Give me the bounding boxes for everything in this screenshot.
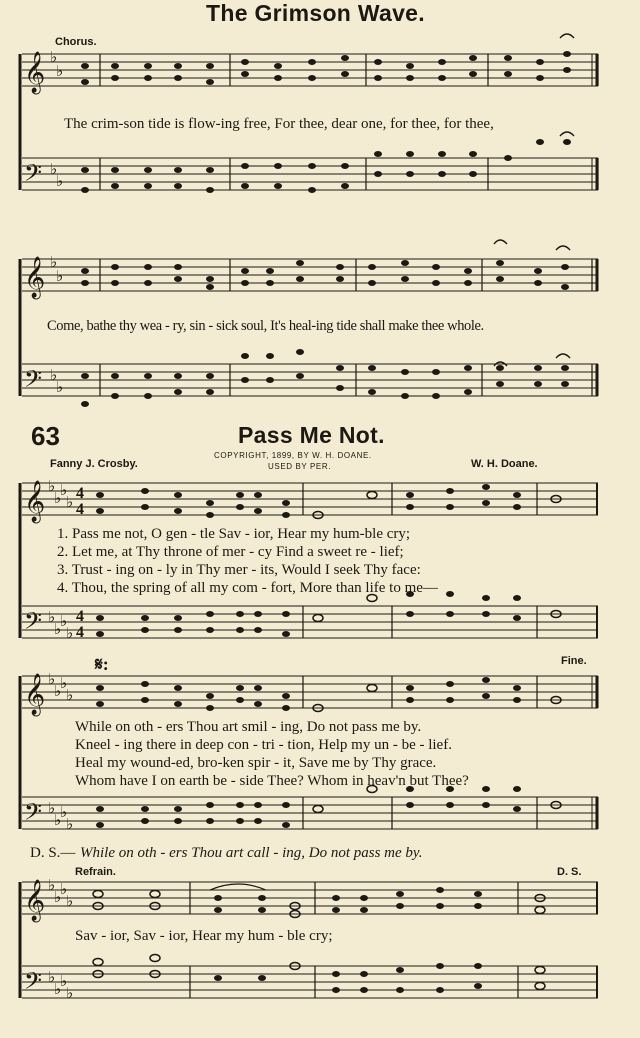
ds-prefix: D. S.—	[30, 845, 76, 861]
svg-text:♭: ♭	[60, 674, 68, 692]
svg-text:♭: ♭	[50, 366, 58, 384]
staff-system-1-bass	[22, 158, 598, 190]
svg-text:𝄢: 𝄢	[24, 967, 43, 1000]
svg-text:♭: ♭	[48, 608, 56, 626]
verse-1-line-2: While on oth - ers Thou art smil - ing, Do not pass me by.	[75, 719, 422, 735]
hymn-title-crimson-wave: The Grimson Wave.	[206, 0, 425, 26]
fermatas	[494, 34, 574, 366]
svg-text:♭: ♭	[50, 48, 58, 66]
staff-system-3-treble	[22, 483, 598, 515]
ds-lyric-line: While on oth - ers Thou art call - ing, Do not pass me by.	[80, 845, 423, 861]
staff-system-5-bass	[22, 966, 598, 998]
verse-3-line-1: 3. Trust - ing on - ly in Thy mer - its, Would I seek Thy face:	[57, 562, 421, 578]
svg-text:♭: ♭	[60, 612, 68, 630]
svg-text:♭: ♭	[54, 489, 62, 507]
svg-text:4: 4	[76, 608, 84, 625]
staff-system-4-treble	[22, 676, 598, 708]
hymn-author: Fanny J. Crosby.	[50, 458, 138, 470]
verse-4-line-2: Whom have I on earth be - side Thee? Whom in heav'n but Thee?	[75, 773, 469, 789]
fine-label: Fine.	[561, 655, 587, 667]
verse-2-line-2: Kneel - ing there in deep con - tri - tion, Help my un - be - lief.	[75, 737, 452, 753]
svg-text:♭: ♭	[56, 267, 64, 285]
verse-1-line-1: 1. Pass me not, O gen - tle Sav - ior, Hear my hum-ble cry;	[57, 526, 411, 542]
svg-text:𝄢: 𝄢	[24, 798, 43, 831]
lyric-line-crimson-2: Come, bathe thy wea - ry, sin - sick soul, It's heal-ing tide shall make thee whole.	[47, 318, 484, 334]
svg-text:♭: ♭	[48, 876, 56, 894]
svg-text:♭: ♭	[54, 620, 62, 638]
svg-text:4: 4	[76, 485, 84, 502]
svg-text:♭: ♭	[66, 493, 74, 511]
staff-system-2-bass	[22, 364, 598, 396]
copyright-line-2: USED BY PER.	[268, 462, 332, 471]
copyright-line-1: COPYRIGHT, 1899, BY W. H. DOANE.	[214, 451, 372, 460]
svg-text:𝄞: 𝄞	[24, 52, 46, 93]
staff-system-4-bass	[22, 797, 598, 829]
svg-text:♭: ♭	[60, 481, 68, 499]
verse-3-line-2: Heal my wound-ed, bro-ken spir - it, Save me by Thy grace.	[75, 755, 437, 771]
svg-text:♭: ♭	[60, 880, 68, 898]
svg-text:♭: ♭	[54, 980, 62, 998]
svg-text:♭: ♭	[56, 172, 64, 190]
svg-text:𝄢: 𝄢	[24, 159, 43, 192]
segno-sign: 𝄋:	[95, 654, 109, 674]
refrain-label: Refrain.	[75, 866, 116, 878]
svg-text:♭: ♭	[54, 888, 62, 906]
slurs	[210, 884, 266, 890]
hymn-number: 63	[31, 421, 60, 451]
svg-text:4: 4	[76, 501, 84, 518]
svg-text:4: 4	[76, 624, 84, 641]
staff-system-3-bass	[22, 606, 598, 638]
verse-4-line-1: 4. Thou, the spring of all my com - fort, More than life to me—	[57, 580, 438, 596]
svg-text:♭: ♭	[50, 253, 58, 271]
svg-text:𝄢: 𝄢	[24, 365, 43, 398]
refrain-lyric: Sav - ior, Sav - ior, Hear my hum - ble cry;	[75, 928, 333, 944]
staff-system-5-treble	[22, 882, 598, 914]
hymn-title-pass-me-not: Pass Me Not.	[238, 422, 385, 448]
svg-text:𝄞: 𝄞	[24, 674, 46, 715]
svg-text:𝄞: 𝄞	[24, 257, 46, 298]
svg-text:𝄞: 𝄞	[24, 880, 46, 921]
svg-text:𝄢: 𝄢	[24, 607, 43, 640]
final-barlines	[592, 54, 597, 998]
svg-text:♭: ♭	[48, 968, 56, 986]
chorus-label: Chorus.	[55, 36, 97, 48]
svg-text:𝄞: 𝄞	[24, 481, 46, 522]
lyric-line-crimson-1: The crim-son tide is flow-ing free, For thee, dear one, for thee, for thee,	[64, 116, 494, 132]
svg-text:♭: ♭	[48, 670, 56, 688]
svg-text:♭: ♭	[56, 378, 64, 396]
svg-text:♭: ♭	[66, 815, 74, 833]
verse-2-line-1: 2. Let me, at Thy throne of mer - cy Find a sweet re - lief;	[57, 544, 404, 560]
ds-label: D. S.	[557, 866, 582, 878]
svg-text:♭: ♭	[54, 811, 62, 829]
svg-text:♭: ♭	[56, 62, 64, 80]
staff-system-2-treble	[22, 259, 598, 291]
svg-text:♭: ♭	[50, 160, 58, 178]
svg-text:♭: ♭	[54, 682, 62, 700]
svg-text:♭: ♭	[60, 972, 68, 990]
svg-text:♭: ♭	[48, 477, 56, 495]
hymn-composer: W. H. Doane.	[471, 458, 538, 470]
svg-text:♭: ♭	[66, 624, 74, 642]
svg-text:♭: ♭	[66, 892, 74, 910]
svg-text:♭: ♭	[66, 686, 74, 704]
svg-text:♭: ♭	[60, 803, 68, 821]
svg-text:♭: ♭	[66, 984, 74, 1002]
svg-text:♭: ♭	[48, 799, 56, 817]
